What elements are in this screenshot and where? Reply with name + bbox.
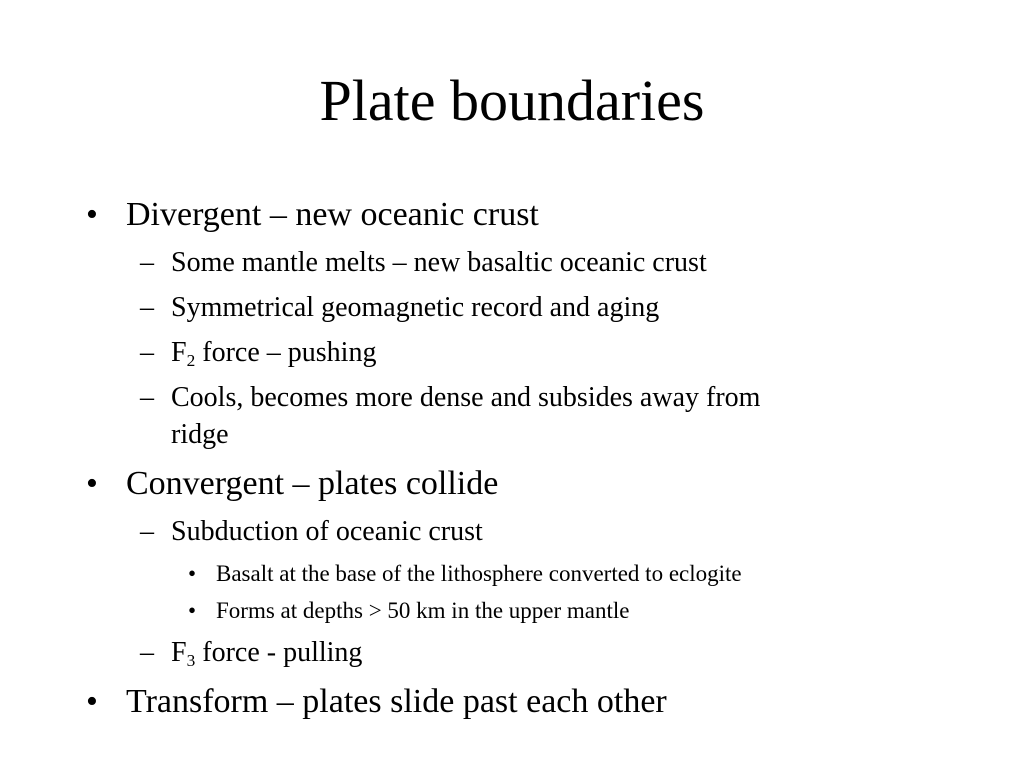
force-symbol: F [171, 637, 187, 668]
subbullet-mantle-melts: Some mantle melts – new basaltic oceanic crust [171, 247, 707, 278]
force-subscript: 2 [186, 350, 196, 370]
dash-icon: – [140, 292, 154, 323]
dash-icon: – [140, 247, 154, 278]
subsubbullet-eclogite: Basalt at the base of the lithosphere converted to eclogite [216, 561, 742, 586]
slide-title: Plate boundaries [319, 68, 705, 133]
subbullet-f3-force [171, 636, 362, 670]
subbullet-cools-line1: Cools, becomes more dense and subsides away from [171, 382, 761, 413]
subbullet-f2-force [171, 336, 376, 370]
force-symbol: F [171, 337, 187, 368]
bullet-icon: • [86, 196, 98, 233]
bullet-icon: • [188, 561, 197, 586]
bullet-divergent: Divergent – new oceanic crust [126, 196, 539, 233]
dash-icon: – [140, 516, 154, 547]
dash-icon: – [140, 382, 154, 413]
force-text: force – pushing [195, 337, 377, 368]
dash-icon: – [140, 637, 154, 668]
subbullet-cools-line2: ridge [171, 419, 229, 450]
bullet-icon: • [86, 683, 98, 720]
subbullet-geomagnetic-record: Symmetrical geomagnetic record and aging [171, 292, 660, 323]
bullet-convergent: Convergent – plates collide [126, 465, 499, 502]
force-subscript: 3 [186, 650, 196, 670]
subsubbullet-depths: Forms at depths > 50 km in the upper mantle [216, 598, 630, 623]
dash-icon: – [140, 337, 154, 368]
bullet-transform: Transform – plates slide past each other [126, 683, 667, 720]
force-text: force - pulling [195, 637, 363, 668]
bullet-icon: • [188, 598, 197, 623]
bullet-icon: • [86, 465, 98, 502]
subbullet-subduction: Subduction of oceanic crust [171, 516, 483, 547]
